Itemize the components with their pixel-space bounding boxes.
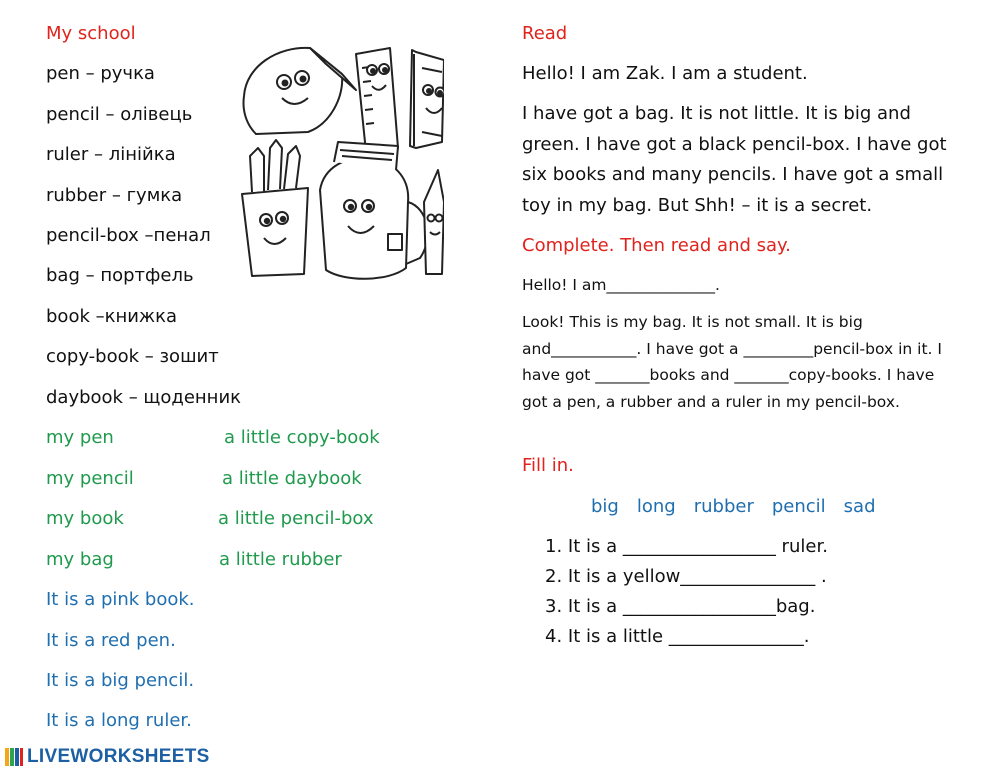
word-bank-item: sad: [843, 496, 876, 517]
liveworksheets-logo-text: LIVEWORKSHEETS: [27, 746, 210, 767]
fill-item: 3. It is a _________________bag.: [545, 596, 816, 617]
fill-item: 2. It is a yellow_______________ .: [545, 566, 827, 587]
fill-item: 4. It is a little _______________.: [545, 626, 810, 647]
word-bank-item: big: [591, 496, 619, 517]
word-bank-item: rubber: [693, 496, 754, 517]
sentence: It is a pink book.: [46, 589, 195, 610]
vocab-item: daybook – щоденник: [46, 387, 242, 408]
little-item: a little copy-book: [224, 427, 380, 448]
my-item: my bag: [46, 549, 114, 570]
rubber-character-icon: [244, 48, 343, 134]
my-item: my pencil: [46, 468, 134, 489]
fill-item: 1. It is a _________________ ruler.: [545, 536, 828, 557]
sentence: It is a long ruler.: [46, 710, 192, 731]
complete-line-1: Hello! I am______________.: [522, 276, 720, 294]
complete-paragraph: Look! This is my bag. It is not small. It is big and___________. I have got a _________pencil-box in it. I have got _______books and _______copy-books. I have got a pen, a rubber and a ruler in my pencil-box.: [522, 313, 942, 411]
school-supplies-clipart: [238, 38, 444, 286]
fill-in-heading: Fill in.: [522, 455, 574, 476]
vocab-item: copy-book – зошит: [46, 346, 219, 367]
my-item: my book: [46, 508, 124, 529]
vocab-item: book –книжка: [46, 306, 178, 327]
little-item: a little rubber: [219, 549, 342, 570]
read-paragraph: I have got a bag. It is not little. It is big and green. I have got a black pencil-box. I have got six books and many pencils. I have got a small toy in my bag. But Shh! – it is a secret.: [522, 103, 947, 216]
backpack-character-icon: [320, 158, 408, 279]
vocab-item: pen – ручка: [46, 63, 155, 84]
liveworksheets-logo: [4, 744, 210, 770]
complete-heading: Complete. Then read and say.: [522, 235, 791, 256]
word-bank: [591, 496, 894, 518]
vocab-item: pencil-box –пенал: [46, 225, 211, 246]
little-item: a little pencil-box: [218, 508, 374, 529]
my-school-heading: My school: [46, 23, 136, 44]
vocab-item: bag – портфель: [46, 265, 194, 286]
read-heading: Read: [522, 23, 568, 44]
pencil-cup-character-icon: [242, 188, 308, 276]
vocab-item: pencil – олівець: [46, 104, 193, 125]
word-bank-item: long: [636, 496, 676, 517]
sentence: It is a red pen.: [46, 630, 176, 651]
vocab-item: ruler – лінійка: [46, 144, 176, 165]
read-intro: Hello! I am Zak. I am a student.: [522, 63, 808, 84]
word-bank-item: pencil: [771, 496, 826, 517]
ruler-character-icon: [356, 48, 398, 152]
vocab-item: rubber – гумка: [46, 185, 183, 206]
my-item: my pen: [46, 427, 114, 448]
sentence: It is a big pencil.: [46, 670, 195, 691]
little-item: a little daybook: [222, 468, 362, 489]
liveworksheets-icon: [4, 746, 24, 768]
